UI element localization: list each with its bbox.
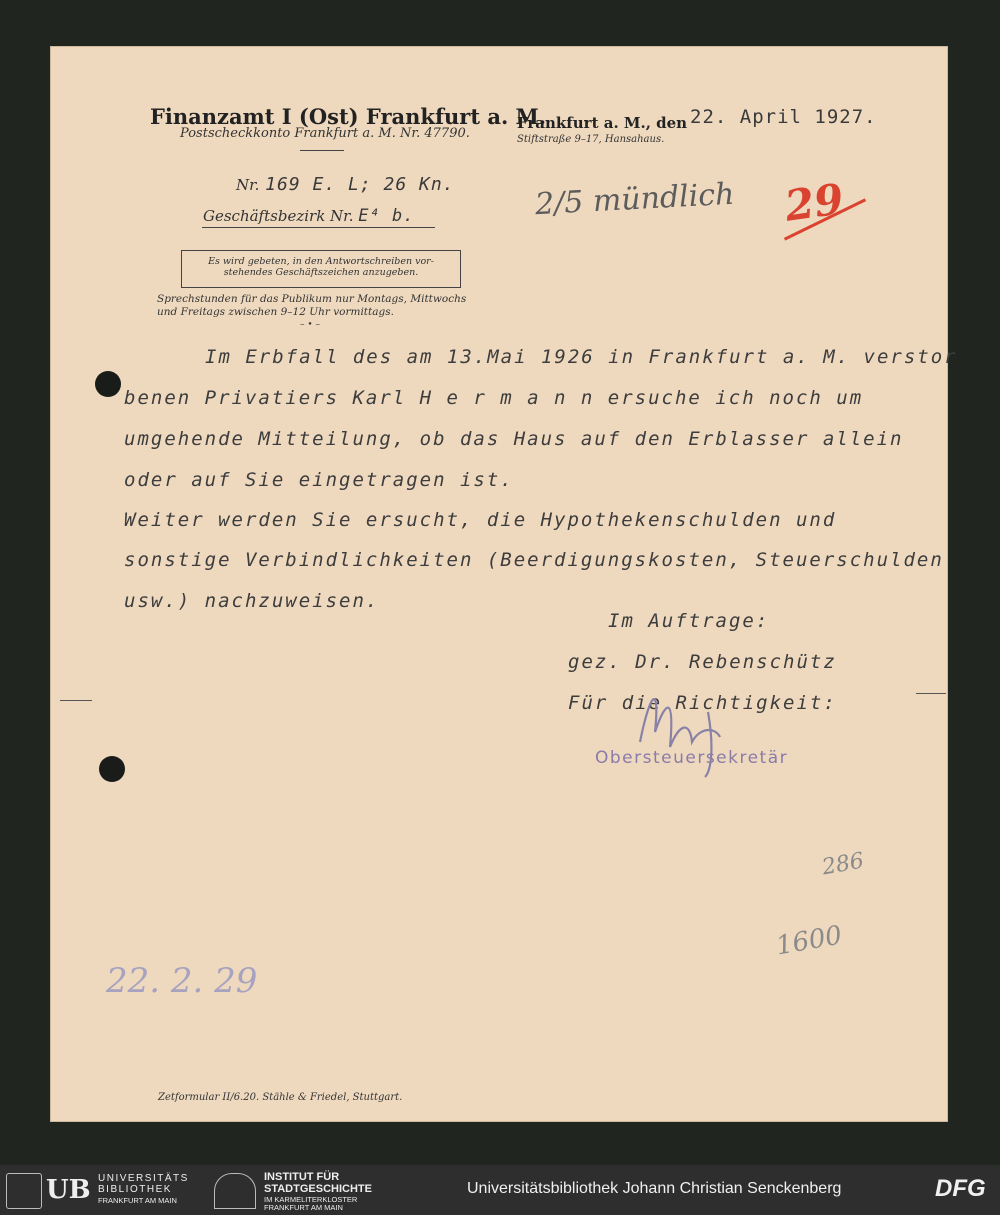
office-hours-line2: und Freitags zwischen 9–12 Uhr vormittags. [157, 306, 394, 318]
pencil-note-top: 2/5 mündlich [534, 176, 736, 223]
body-line-6: sonstige Verbindlichkeiten (Beerdigungskosten, Steuerschulden [124, 549, 944, 571]
signature-line-3: Für die Richtigkeit: [568, 692, 837, 714]
signature-line-1: Im Auftrage: [608, 610, 770, 632]
form-footer: Zetformular II/6.20. Stähle & Friedel, Stuttgart. [158, 1092, 403, 1103]
pencil-number-286: 286 [820, 848, 866, 881]
divider [300, 150, 344, 151]
fold-line-right [916, 693, 946, 694]
isg-logo [214, 1171, 404, 1212]
notice-box [181, 250, 461, 288]
office-name: Finanzamt I (Ost) Frankfurt a. M. [150, 104, 547, 129]
body-line-5: Weiter werden Sie ersucht, die Hypothekenschulden und [124, 509, 837, 531]
letter-date: 22. April 1927. [690, 106, 877, 128]
isg-line-2: STADTGESCHICHTE [264, 1183, 372, 1195]
body-line-1: Im Erbfall des am 13.Mai 1926 in Frankfurt a. M. verstor [205, 346, 958, 368]
credits-bar [0, 1165, 1000, 1215]
ub-crest-icon [6, 1173, 42, 1209]
arrow-divider: – • – [300, 320, 321, 330]
address-line: Stiftstraße 9–17, Hansahaus. [517, 134, 665, 145]
city-label: Frankfurt a. M., den [517, 114, 688, 132]
isg-columns-icon [214, 1173, 256, 1209]
body-line-7: usw.) nachzuweisen. [124, 590, 380, 612]
ub-line-1: UNIVERSITÄTS [98, 1173, 189, 1184]
library-credit: Universitätsbibliothek Johann Christian Senckenberg [467, 1180, 842, 1197]
isg-line-4: FRANKFURT AM MAIN [264, 1203, 343, 1212]
signature-line-2: gez. Dr. Rebenschütz [568, 651, 837, 673]
office-hours-line1: Sprechstunden für das Publikum nur Montags, Mittwochs [157, 293, 467, 305]
pencil-note-bottom-left: 22. 2. 29 [106, 961, 258, 1001]
dfg-logo: DFG [935, 1175, 986, 1202]
fold-line-left [60, 700, 92, 701]
bezirk-value: E⁴ b. [358, 206, 415, 226]
postscheck-line: Postscheckkonto Frankfurt a. M. Nr. 47790. [180, 126, 470, 141]
red-correction-mark: 29 [781, 174, 847, 231]
notice-box-line1: Es wird gebeten, in den Antwortschreiben vor- [208, 256, 434, 267]
ub-logo-mark: UB [46, 1175, 91, 1205]
ub-logo [6, 1173, 196, 1207]
bezirk-label: Geschäftsbezirk Nr. [203, 207, 354, 225]
isg-line-1: INSTITUT FÜR [264, 1171, 340, 1183]
bezirk-underline [202, 227, 435, 228]
isg-line-3: IM KARMELITERKLOSTER [264, 1195, 358, 1204]
punch-hole-bottom [99, 756, 125, 782]
ub-line-2: BIBLIOTHEK [98, 1184, 172, 1195]
reference-number [236, 174, 455, 195]
nr-value: 169 E. L; 26 Kn. [265, 174, 455, 195]
business-district [203, 206, 414, 226]
nr-label: Nr. [236, 176, 260, 194]
punch-hole-top [95, 371, 121, 397]
official-stamp: Obersteuersekretär [595, 748, 789, 768]
body-line-4: oder auf Sie eingetragen ist. [124, 469, 514, 491]
pencil-number-1600: 1600 [773, 920, 845, 962]
body-line-2: benen Privatiers Karl H e r m a n n ersuche ich noch um [124, 387, 864, 409]
ub-line-3: FRANKFURT AM MAIN [98, 1196, 177, 1205]
notice-box-line2: stehendes Geschäftszeichen anzugeben. [223, 267, 419, 278]
letter-page [50, 46, 958, 1122]
body-line-3: umgehende Mitteilung, ob das Haus auf den Erblasser allein [124, 428, 904, 450]
